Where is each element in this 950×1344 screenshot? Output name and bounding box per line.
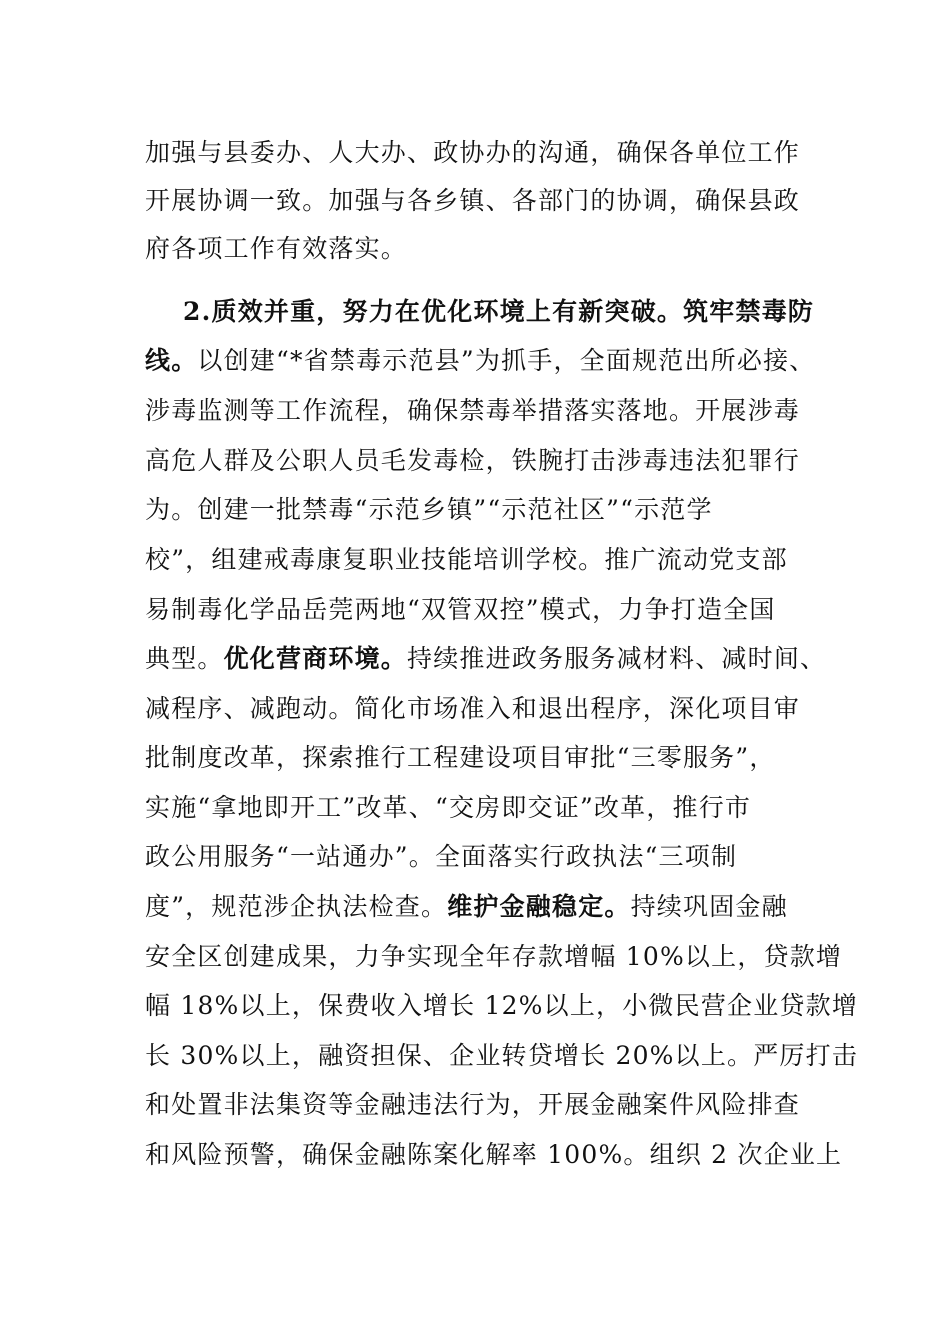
text-line: 安全区创建成果，力争实现全年存款增幅 10%以上，贷款增 bbox=[145, 942, 843, 971]
text-run: 持续巩固金融 bbox=[630, 892, 788, 921]
text-run: 度”，规范涉企执法检查。 bbox=[145, 892, 448, 921]
text-line: 加强与县委办、人大办、政协办的沟通，确保各单位工作 bbox=[145, 138, 801, 167]
subheading-financial-stability: 维护金融稳定。 bbox=[447, 892, 631, 921]
text-line bbox=[145, 892, 788, 922]
text-line: 政公用服务“一站通办”。全面落实行政执法“三项制 bbox=[145, 842, 738, 871]
text-line: 幅 18%以上，保费收入增长 12%以上，小微民营企业贷款增 bbox=[145, 991, 859, 1020]
text-line: 易制毒化学品岳莞两地“双管双控”模式，力争打造全国 bbox=[145, 595, 776, 624]
text-line: 为。创建一批禁毒“示范乡镇”“示范社区”“示范学 bbox=[145, 495, 713, 524]
text-run: 持续推进政务服务减材料、减时间、 bbox=[407, 644, 827, 673]
text-run: 以创建“*省禁毒示范县”为抓手，全面规范出所必接、 bbox=[197, 346, 816, 375]
text-line: 府各项工作有效落实。 bbox=[145, 234, 408, 263]
section-heading-end: 线。 bbox=[145, 346, 198, 375]
text-line bbox=[145, 346, 815, 376]
text-line: 长 30%以上，融资担保、企业转贷增长 20%以上。严厉打击 bbox=[145, 1041, 859, 1070]
text-line: 减程序、减跑动。简化市场准入和退出程序，深化项目审 bbox=[145, 694, 801, 723]
text-line: 校”，组建戒毒康复职业技能培训学校。推广流动党支部 bbox=[145, 545, 788, 574]
text-line: 实施“拿地即开工”改革、“交房即交证”改革，推行市 bbox=[145, 793, 752, 822]
text-line: 批制度改革，探索推行工程建设项目审批“三零服务”， bbox=[145, 743, 776, 772]
subheading-business-environment: 优化营商环境。 bbox=[223, 644, 408, 673]
text-line: 涉毒监测等工作流程，确保禁毒举措落实落地。开展涉毒 bbox=[145, 396, 801, 425]
text-run: 典型。 bbox=[145, 644, 224, 673]
section-heading: 2.质效并重，努力在优化环境上有新突破。筑牢禁毒防 bbox=[183, 297, 815, 326]
text-line: 高危人群及公职人员毛发毒检，铁腕打击涉毒违法犯罪行 bbox=[145, 446, 801, 475]
text-line: 开展协调一致。加强与各乡镇、各部门的协调，确保县政 bbox=[145, 186, 801, 215]
text-line: 和处置非法集资等金融违法行为，开展金融案件风险排查 bbox=[145, 1090, 801, 1119]
text-line bbox=[145, 644, 826, 674]
text-line: 和风险预警，确保金融陈案化解率 100%。组织 2 次企业上 bbox=[145, 1140, 843, 1169]
